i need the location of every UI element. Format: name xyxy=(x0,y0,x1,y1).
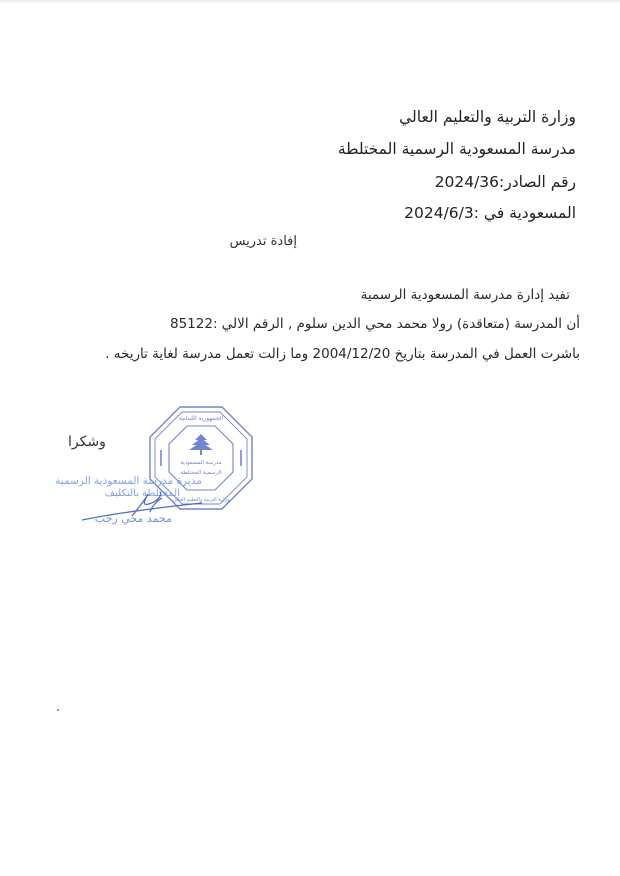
reference-number: رقم الصادر:2024/36 xyxy=(434,173,576,191)
ministry-name: وزارة التربية والتعليم العالي xyxy=(399,108,576,126)
signature-title-line-2: المختلطة بالتكليف xyxy=(104,488,180,499)
closing-thanks: وشكرا xyxy=(68,434,106,450)
body-line-2: أن المدرسة (متعاقدة) رولا محمد محي الدين سلوم , الرقم الالي :85122 xyxy=(170,316,580,332)
scan-artifact xyxy=(57,709,59,711)
signature-name: محمد محي رجب xyxy=(94,512,172,525)
place-date: المسعودية في :2024/6/3 xyxy=(404,204,576,222)
document-subject: إفادة تدريس xyxy=(229,234,297,249)
stamp-inner-line-2: الرسمية المختلطة xyxy=(180,470,222,476)
cedar-emblem xyxy=(189,434,213,455)
body-line-3: باشرت العمل في المدرسة بتاريخ 2004/12/20 وما زالت تعمل مدرسة لغاية تاريخه . xyxy=(105,346,580,362)
school-name: مدرسة المسعودية الرسمية المختلطة xyxy=(337,140,576,158)
stamp-inner-line-1: مدرسة المسعودية xyxy=(180,460,222,466)
body-line-1: تفيد إدارة مدرسة المسعودية الرسمية xyxy=(360,287,570,303)
scan-edge xyxy=(0,0,620,4)
stamp-outer-text: الجمهورية اللبنانية xyxy=(178,415,224,422)
signature-block xyxy=(55,472,202,532)
stamp-bottom-text: وزارة التربية والتعليم العالي xyxy=(172,497,230,503)
signature-title-line-1: مديرة مدرسة المسعودية الرسمية xyxy=(55,475,202,487)
